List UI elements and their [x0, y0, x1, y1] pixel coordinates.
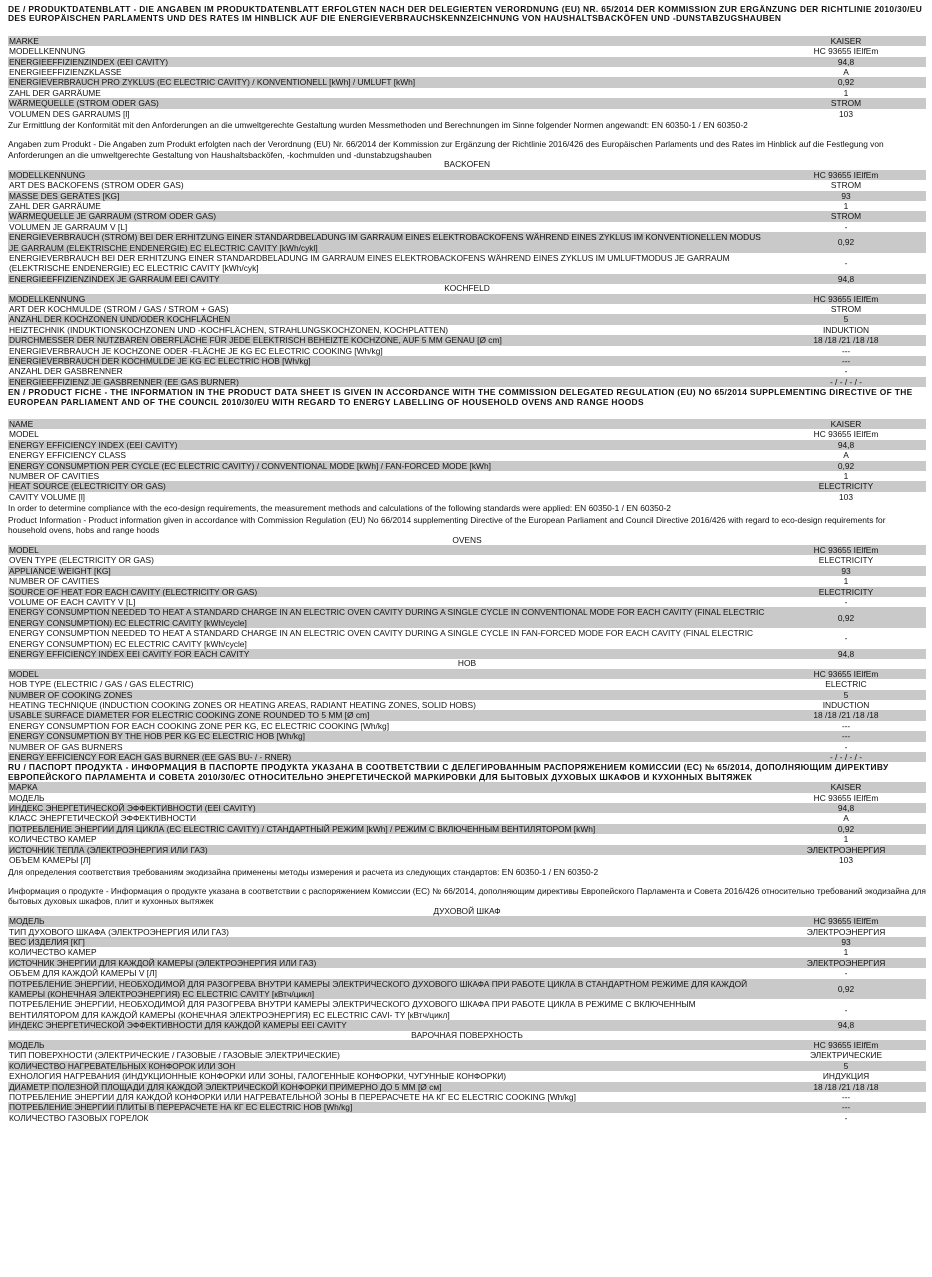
table-row	[8, 429, 926, 439]
row-value: ELECTRICITY	[818, 555, 874, 566]
table-row	[8, 752, 926, 762]
row-label: ENERGIEEFFIZIENZINDEX JE GARRAUM EEI CAVITY	[9, 273, 220, 284]
table-row	[8, 916, 926, 926]
table-row	[8, 253, 926, 274]
row-label: КОЛИЧЕСТВО КАМЕР	[9, 947, 97, 958]
table-row	[8, 937, 926, 947]
row-value: HC 93655 IElfEm	[813, 46, 879, 57]
table-row	[8, 1092, 926, 1102]
row-value: 1	[843, 576, 849, 587]
table-row	[8, 109, 926, 119]
table-row	[8, 545, 926, 555]
row-value: 0,92	[837, 77, 855, 88]
row-label: WÄRMEQUELLE JE GARRAUM (STROM ODER GAS)	[9, 211, 217, 222]
table-row	[8, 968, 926, 978]
table-row	[8, 597, 926, 607]
table-row	[8, 57, 926, 67]
title-de-oven: BACKOFEN	[443, 159, 491, 170]
row-label: MODELLKENNUNG	[9, 46, 86, 57]
row-value: KAISER	[830, 419, 862, 430]
note-de-product-info: Angaben zum Produkt - Die Angaben zum Produkt erfolgten nach der Verordnung (EU) Nr. 66/2014 der Kommission zur Ergänzung der Richtlinie 2016/426 des Europäischen Parlaments und des Rates im Hinblick auf die Festlegung von Anforderungen an die umweltgerechte Gestaltung von Haushaltsbacköfen, -kochmulden und -dunstabzugshauben	[8, 139, 884, 160]
table-row	[8, 46, 926, 56]
table-row	[8, 36, 926, 46]
row-label: ИНДЕКС ЭНЕРГЕТИЧЕСКОЙ ЭФФЕКТИВНОСТИ ДЛЯ КАЖДОЙ КАМЕРЫ EEI CAVITY	[9, 1020, 347, 1031]
row-label: ENERGIEVERBRAUCH (STROM) BEI DER ERHITZUNG EINER STANDARDBELADUNG IM GARRAUM EINES ELEKTROBACKOFENS WÄHREND EINES ZYKLUS IM KONVENTIONELLEN MODUS JE GARRAUM (ELEKTRISCHE ENDENERGIE) EC ELECTRIC CAVITY [kWh/cykl]	[9, 232, 761, 253]
table-row	[8, 947, 926, 957]
table-row	[8, 566, 926, 576]
row-label: ЕХНОЛОГИЯ НАГРЕВАНИЯ (ИНДУКЦИОННЫЕ КОНФОРКИ ИЛИ ЗОНЫ, ГАЛОГЕННЫЕ КОНФОРКИ, ЧУГУННЫЕ КОНФОРКИ)	[9, 1071, 507, 1082]
row-value: 93	[841, 190, 851, 201]
row-value: HC 93655 IElfEm	[813, 293, 879, 304]
row-value: STROM	[830, 180, 862, 191]
table-row	[8, 304, 926, 314]
table-row	[8, 481, 926, 491]
row-value: ELECTRICITY	[818, 586, 874, 597]
table-row	[8, 845, 926, 855]
row-label: MODELLKENNUNG	[9, 293, 86, 304]
row-value: STROM	[830, 98, 862, 109]
row-label: МОДЕЛЬ	[9, 792, 45, 803]
row-value: 93	[841, 936, 851, 947]
row-label: USABLE SURFACE DIAMETER FOR ELECTRIC COOKING ZONE ROUNDED TO 5 MM [Ø cm]	[9, 710, 370, 721]
row-label: ENERGIEVERBRAUCH BEI DER ERHITZUNG EINER STANDARDBELADUNG IM GARRAUM EINES ELEKTROBACKOFENS WÄHREND EINES ZYKLUS IM UMLUFTMODUS JE GARRAUM (ELEKTRISCHE ENDENERGIE) EC ELECTRIC CAVITY [kWh/cyk]	[9, 252, 730, 274]
table-row	[8, 211, 926, 221]
row-label: ENERGIEEFFIZIENZINDEX (EEI CAVITY)	[9, 56, 168, 67]
table-row	[8, 471, 926, 481]
table-row	[8, 587, 926, 597]
section-ru	[8, 763, 926, 1123]
row-label: ZAHL DER GARRÄUME	[9, 87, 101, 98]
row-label: HEATING TECHNIQUE (INDUCTION COOKING ZONES OR HEATING AREAS, RADIANT HEATING ZONES, SOLID HOBS)	[9, 700, 476, 710]
row-value: HC 93655 IElfEm	[813, 429, 879, 440]
table-row	[8, 1071, 926, 1081]
table-row	[8, 419, 926, 429]
table-row	[8, 576, 926, 586]
row-label: MODEL	[9, 668, 39, 679]
row-label: NUMBER OF COOKING ZONES	[9, 689, 133, 700]
note-ru-product-info: Информация о продукте - Информация о продукте указана в соответствии с распоряжением Комиссии (ЕС) № 66/2014, дополняющим директивы Европейского Парламента и Совета 2016/426 относительно требований экодизайна для бытовых духовых шкафов, плит и кухонных вытяжек	[8, 885, 926, 907]
row-value: 18 /18 /21 /18 /18	[813, 710, 879, 721]
row-value: 5	[843, 314, 849, 325]
heading-ru: RU / ПАСПОРТ ПРОДУКТА - ИНФОРМАЦИЯ В ПАСПОРТЕ ПРОДУКТА УКАЗАНА В СООТВЕТСТВИИ С ДЕЛЕГИРОВАННЫМ РАСПОРЯЖЕНИЕМ КОМИССИИ (ЕС) № 65/2014, ДОПОЛНЯЮЩИМ ДИРЕКТИВУ ЕВРОПЕЙСКОГО ПАРЛАМЕНТА И СОВЕТА 2010/30/ЕС ОТНОСИТЕЛЬНО ЭНЕРГЕТИЧЕСКОЙ МАРКИРОВКИ ДЛЯ БЫТОВЫХ ДУХОВЫХ ШКАФОВ И КУХОННЫХ ВЫТЯЖЕК	[8, 762, 889, 782]
row-label: VOLUMEN JE GARRAUM V [L]	[9, 221, 128, 232]
table-row	[8, 335, 926, 345]
row-label: VOLUME OF EACH CAVITY V [L]	[9, 596, 136, 607]
row-label: ПОТРЕБЛЕНИЕ ЭНЕРГИИ, НЕОБХОДИМОЙ ДЛЯ РАЗОГРЕВА ВНУТРИ КАМЕРЫ ЭЛЕКТРИЧЕСКОГО ДУХОВОГО ШКАФА ПРИ РАБОТЕ ЦИКЛА В СТАНДАРТНОМ РЕЖИМЕ ДЛЯ КАЖДОЙ КАМЕРЫ (КОНЕЧНАЯ ЭЛЕКТРОЭНЕРГИЯ) EC ELECTRIC CAVITY [кВтч/цикл]	[9, 978, 748, 999]
row-value: 1	[843, 471, 849, 482]
table-row	[8, 325, 926, 335]
row-value: ---	[841, 1092, 851, 1103]
row-value: 1	[843, 200, 849, 211]
row-label: КЛАСС ЭНЕРГЕТИЧЕСКОЙ ЭФФЕКТИВНОСТИ	[9, 813, 196, 824]
row-label: ENERGIEEFFIZIENZKLASSE	[9, 67, 122, 78]
row-value: 103	[839, 108, 853, 119]
row-value: -	[844, 633, 848, 644]
row-value: -	[844, 1004, 848, 1015]
row-label: ENERGY CONSUMPTION FOR EACH COOKING ZONE PER KG, EC ELECTRIC COOKING [Wh/kg]	[9, 720, 390, 731]
table-row	[8, 1113, 926, 1123]
row-value: 103	[839, 855, 853, 866]
row-value: ELECTRICITY	[818, 481, 874, 492]
table-row	[8, 700, 926, 710]
row-value: HC 93655 IElfEm	[813, 1040, 879, 1050]
table-row	[8, 492, 926, 502]
row-label: МОДЕЛЬ	[9, 1040, 45, 1050]
row-label: HEAT SOURCE (ELECTRICITY OR GAS)	[9, 481, 166, 492]
row-label: ZAHL DER GARRÄUME	[9, 200, 101, 211]
row-label: HOB TYPE (ELECTRIC / GAS / GAS ELECTRIC)	[9, 679, 194, 690]
row-label: ART DER KOCHMULDE (STROM / GAS / STROM + GAS)	[9, 303, 229, 314]
row-label: ПОТРЕБЛЕНИЕ ЭНЕРГИИ ДЛЯ КАЖДОЙ КОНФОРКИ ИЛИ НАГРЕВАТЕЛЬНОЙ ЗОНЫ В ПЕРЕРАСЧЕТЕ НА КГ EC ELECTRIC COOKING [Wh/kg]	[9, 1092, 576, 1103]
table-row	[8, 834, 926, 844]
row-value: -	[844, 366, 848, 377]
table-de-summary	[8, 36, 926, 119]
title-en-oven: OVENS	[452, 534, 482, 545]
row-value: - / - / - / -	[829, 376, 863, 387]
row-value: 5	[843, 1060, 849, 1071]
row-value: -	[844, 1112, 848, 1123]
row-value: -	[844, 258, 848, 269]
table-row	[8, 98, 926, 108]
row-label: ENERGIEVERBRAUCH JE KOCHZONE ODER -FLÄCHE JE KG EC ELECTRIC COOKING [Wh/kg]	[9, 345, 383, 356]
row-value: -	[844, 741, 848, 752]
section-de	[8, 5, 926, 387]
row-value: 94,8	[837, 273, 855, 284]
table-row	[8, 628, 926, 649]
table-row	[8, 440, 926, 450]
row-value: 0,92	[837, 983, 855, 994]
table-row	[8, 607, 926, 628]
title-ru-hob: ВАРОЧНАЯ ПОВЕРХНОСТЬ	[411, 1029, 523, 1040]
table-row	[8, 958, 926, 968]
row-value: ---	[841, 356, 851, 366]
table-row	[8, 450, 926, 460]
table-row	[8, 679, 926, 689]
table-row	[8, 1102, 926, 1112]
table-row	[8, 232, 926, 253]
row-label: NUMBER OF GAS BURNERS	[9, 741, 123, 752]
table-row	[8, 731, 926, 741]
table-ru-summary	[8, 782, 926, 865]
row-label: ПОТРЕБЛЕНИЕ ЭНЕРГИИ ПЛИТЫ В ПЕРЕРАСЧЕТЕ НА КГ EC ELECTRIC HOB [Wh/kg]	[9, 1102, 353, 1113]
heading-en: EN / PRODUCT FICHE - THE INFORMATION IN THE PRODUCT DATA SHEET IS GIVEN IN ACCORDANCE WITH THE COMMISSION DELEGATED REGULATION (EU) NO 65/2014 SUPPLEMENTING DIRECTIVE OF THE EUROPEAN PARLIAMENT AND OF THE COUNCIL 2010/30/EU WITH REGARD TO ENERGY LABELLING OF HOUSEHOLD OVENS AND RANGE HOODS	[8, 387, 913, 407]
row-value: HC 93655 IElfEm	[813, 544, 879, 555]
table-row	[8, 356, 926, 366]
row-value: 0,92	[837, 612, 855, 623]
row-label: ПОТРЕБЛЕНИЕ ЭНЕРГИИ ДЛЯ ЦИКЛА (EC ELECTRIC CAVITY) / СТАНДАРТНЫЙ РЕЖИМ [kWh] / РЕЖИМ С ВКЛЮЧЕННЫМ ВЕНТИЛЯТОРОМ [kWh]	[9, 823, 596, 834]
row-label: VOLUMEN DES GARRAUMS [l]	[9, 108, 130, 119]
row-label: ТИП ПОВЕРХНОСТИ (ЭЛЕКТРИЧЕСКИЕ / ГАЗОВЫЕ / ГАЗОВЫЕ ЭЛЕКТРИЧЕСКИЕ)	[9, 1050, 340, 1061]
row-label: ANZAHL DER GASBRENNER	[9, 366, 123, 377]
row-label: WÄRMEQUELLE (STROM ODER GAS)	[9, 98, 159, 109]
table-row	[8, 377, 926, 387]
row-value: ЭЛЕКТРИЧЕСКИЕ	[809, 1050, 883, 1061]
table-row	[8, 201, 926, 211]
row-value: ELECTRIC	[825, 679, 867, 690]
table-row	[8, 813, 926, 823]
table-en-hob	[8, 669, 926, 763]
section-en	[8, 388, 926, 762]
row-value: ---	[841, 1102, 851, 1113]
row-label: ENERGY EFFICIENCY FOR EACH GAS BURNER (EE GAS BU- / - RNER)	[9, 752, 292, 763]
row-label: ANZAHL DER KOCHZONEN UND/ODER KOCHFLÄCHEN	[9, 314, 231, 325]
row-label: SOURCE OF HEAT FOR EACH CAVITY (ELECTRICITY OR GAS)	[9, 586, 258, 597]
row-value: 1	[843, 947, 849, 958]
row-label: ENERGY EFFICIENCY CLASS	[9, 450, 126, 461]
table-row	[8, 191, 926, 201]
table-row	[8, 979, 926, 1000]
row-label: ОБЪЕМ ДЛЯ КАЖДОЙ КАМЕРЫ V [Л]	[9, 968, 157, 979]
row-label: ENERGY CONSUMPTION NEEDED TO HEAT A STANDARD CHARGE IN AN ELECTRIC OVEN CAVITY DURING A SINGLE CYCLE IN CONVENTIONAL MODE FOR EACH CAVITY (FINAL ELECTRIC ENERGY CONSUMPTION) EC ELECTRIC CAVITY [kWh/cycle]	[9, 607, 765, 628]
row-label: ENERGY CONSUMPTION PER CYCLE (EC ELECTRIC CAVITY) / CONVENTIONAL MODE [kWh] / FAN-FORCED MODE [kWh]	[9, 460, 491, 471]
row-value: ИНДУКЦИЯ	[822, 1071, 870, 1082]
row-value: STROM	[830, 303, 862, 314]
table-row	[8, 555, 926, 565]
row-label: КОЛИЧЕСТВО НАГРЕВАТЕЛЬНЫХ КОНФОРОК ИЛИ ЗОН	[9, 1060, 236, 1071]
row-value: A	[843, 67, 849, 78]
row-value: ЭЛЕКТРОЭНЕРГИЯ	[806, 926, 886, 937]
row-label: CAVITY VOLUME [l]	[9, 491, 86, 502]
table-row	[8, 366, 926, 376]
row-value: 94,8	[837, 648, 855, 659]
row-value: HC 93655 IElfEm	[813, 792, 879, 803]
row-value: 94,8	[837, 803, 855, 814]
row-label: ART DES BACKOFENS (STROM ODER GAS)	[9, 180, 184, 191]
row-label: NUMBER OF CAVITIES	[9, 576, 100, 587]
row-label: NAME	[9, 419, 34, 430]
heading-de: DE / PRODUKTDATENBLATT - DIE ANGABEN IM PRODUKTDATENBLATT ERFOLGTEN NACH DER DELEGIERTEN VERORDNUNG (EU) NR. 65/2014 DER KOMMISSION ZUR ERGÄNZUNG DER RICHTLINIE 2010/30/EU DES EUROPÄISCHEN PARLAMENTS UND DES RATES IM HINBLICK AUF DIE ENERGIEVERBRAUCHSKENNZEICHNUNG VON HAUSHALTSBACKÖFEN UND -DUNSTABZUGSHAUBEN	[8, 4, 923, 24]
table-row	[8, 314, 926, 324]
row-label: NUMBER OF CAVITIES	[9, 471, 100, 482]
table-row	[8, 77, 926, 87]
table-de-oven	[8, 170, 926, 284]
title-en-hob: HOB	[457, 658, 477, 669]
row-value: HC 93655 IElfEm	[813, 169, 879, 180]
note-en-standards: In order to determine compliance with the eco-design requirements, the measurement methods and calculations of the following standards were applied: EN 60350-1 / EN 60350-2	[8, 503, 671, 514]
row-label: МОДЕЛЬ	[9, 916, 45, 927]
row-value: 0,92	[837, 237, 855, 248]
row-value: A	[843, 450, 849, 461]
table-row	[8, 782, 926, 792]
table-row	[8, 855, 926, 865]
row-value: ---	[841, 731, 851, 742]
row-label: ПОТРЕБЛЕНИЕ ЭНЕРГИИ, НЕОБХОДИМОЙ ДЛЯ РАЗОГРЕВА ВНУТРИ КАМЕРЫ ЭЛЕКТРИЧЕСКОГО ДУХОВОГО ШКАФА ПРИ РАБОТЕ ЦИКЛА В РЕЖИМЕ С ВКЛЮЧЕННЫМ ВЕНТИЛЯТОРОМ ДЛЯ КАЖДОЙ КАМЕРЫ (КОНЕЧНАЯ ЭЛЕКТРОЭНЕРГИЯ) EC ELECTRIC CAVI- TY [кВтч/цикл]	[9, 999, 696, 1020]
row-value: INDUKTION	[822, 324, 870, 335]
row-value: A	[843, 813, 849, 824]
row-label: MARKE	[9, 35, 39, 46]
row-label: КОЛИЧЕСТВО КАМЕР	[9, 834, 97, 845]
row-label: ENERGY EFFICIENCY INDEX EEI CAVITY FOR EACH CAVITY	[9, 648, 250, 659]
row-value: 1	[843, 834, 849, 845]
table-row	[8, 346, 926, 356]
row-value: KAISER	[830, 35, 862, 46]
row-value: -	[844, 596, 848, 607]
row-label: ENERGIEVERBRAUCH DER KOCHMULDE JE KG EC ELECTRIC HOB [Wh/kg]	[9, 356, 311, 366]
table-row	[8, 927, 926, 937]
row-label: DURCHMESSER DER NUTZBAREN OBERFLÄCHE FÜR JEDE ELEKTRISCH BEHEIZTE KOCHZONE, AUF 5 MM GENAU [Ø cm]	[9, 335, 502, 346]
table-row	[8, 999, 926, 1020]
title-ru-oven: ДУХОВОЙ ШКАФ	[433, 905, 501, 916]
row-value: INDUCTION	[822, 700, 870, 710]
row-value: HC 93655 IElfEm	[813, 668, 879, 679]
row-value: 0,92	[837, 460, 855, 471]
table-row	[8, 170, 926, 180]
row-value: 18 /18 /21 /18 /18	[813, 1081, 879, 1092]
table-row	[8, 222, 926, 232]
row-value: 0,92	[837, 823, 855, 834]
table-row	[8, 824, 926, 834]
row-label: ОБЪЕМ КАМЕРЫ [Л]	[9, 855, 91, 866]
row-value: 5	[843, 689, 849, 700]
row-value: -	[844, 221, 848, 232]
row-value: HC 93655 IElfEm	[813, 916, 879, 927]
row-value: KAISER	[830, 782, 862, 793]
table-row	[8, 803, 926, 813]
row-label: ВЕС ИЗДЕЛИЯ [КГ]	[9, 936, 85, 947]
row-label: MODELLKENNUNG	[9, 169, 86, 180]
row-label: ENERGY EFFICIENCY INDEX (EEI CAVITY)	[9, 439, 178, 450]
row-value: 1	[843, 87, 849, 98]
table-row	[8, 1040, 926, 1050]
row-value: 93	[841, 565, 851, 576]
table-row	[8, 669, 926, 679]
table-row	[8, 710, 926, 720]
row-value: ЭЛЕКТРОЭНЕРГИЯ	[806, 957, 886, 968]
table-de-hob	[8, 294, 926, 388]
row-label: ИСТОЧНИК ТЕПЛА (ЭЛЕКТРОЭНЕРГИЯ ИЛИ ГАЗ)	[9, 844, 208, 855]
row-value: 94,8	[837, 1020, 855, 1031]
row-label: OVEN TYPE (ELECTRICITY OR GAS)	[9, 555, 154, 566]
table-row	[8, 1082, 926, 1092]
row-value: -	[844, 968, 848, 979]
row-label: ИСТОЧНИК ЭНЕРГИИ ДЛЯ КАЖДОЙ КАМЕРЫ (ЭЛЕКТРОЭНЕРГИЯ ИЛИ ГАЗ)	[9, 957, 317, 968]
table-row	[8, 461, 926, 471]
row-label: ENERGIEEFFIZIENZ JE GASBRENNER (EE GAS BURNER)	[9, 376, 239, 387]
table-ru-oven	[8, 916, 926, 1030]
row-label: ENERGY CONSUMPTION NEEDED TO HEAT A STANDARD CHARGE IN AN ELECTRIC OVEN CAVITY DURING A SINGLE CYCLE IN FAN-FORCED MODE FOR EACH CAVITY (FINAL ELECTRIC ENERGY CONSUMPTION) EC ELECTRIC CAVITY [kWh/cycle]	[9, 628, 754, 649]
row-label: ENERGY CONSUMPTION BY THE HOB PER KG EC ELECTRIC HOB [Wh/kg]	[9, 731, 305, 742]
row-value: STROM	[830, 211, 862, 222]
table-row	[8, 180, 926, 190]
row-value: - / - / - / -	[829, 752, 863, 763]
row-label: КОЛИЧЕСТВО ГАЗОВЫХ ГОРЕЛОК	[9, 1112, 149, 1123]
row-label: MASSE DES GERÄTES [KG]	[9, 190, 120, 201]
row-value: 94,8	[837, 56, 855, 67]
row-value: ---	[841, 345, 851, 356]
table-row	[8, 1061, 926, 1071]
row-label: APPLIANCE WEIGHT [KG]	[9, 565, 111, 576]
row-label: ENERGIEVERBRAUCH PRO ZYKLUS (EC ELECTRIC CAVITY) / KONVENTIONELL [kWh] / UMLUFT [kWh]	[9, 77, 416, 88]
note-de-standards: Zur Ermittlung der Konformität mit den Anforderungen an die umweltgerechte Gestaltung wurden Messmethoden und Berechnungen im Sinne folgender Normen angewandt: EN 60350-1 / EN 60350-2	[8, 120, 748, 131]
row-label: ТИП ДУХОВОГО ШКАФА (ЭЛЕКТРОЭНЕРГИЯ ИЛИ ГАЗ)	[9, 926, 229, 937]
table-row	[8, 88, 926, 98]
title-de-hob: KOCHFELD	[444, 283, 490, 294]
table-row	[8, 294, 926, 304]
row-value: ---	[841, 720, 851, 731]
row-value: 103	[839, 491, 853, 502]
note-en-product-info: Product Information - Product information given in accordance with Commission Regulation (EU) No 66/2014 supplementing Directive of the European Parliament and Council Directive 2016/426 with regard to eco-design requirements for household ovens, hobs and range hoods	[8, 514, 886, 536]
row-value: 18 /18 /21 /18 /18	[813, 335, 879, 346]
row-label: ДИАМЕТР ПОЛЕЗНОЙ ПЛОЩАДИ ДЛЯ КАЖДОЙ ЭЛЕКТРИЧЕСКОЙ КОНФОРКИ ПРИМЕРНО ДО 5 ММ [Ø см]	[9, 1081, 442, 1092]
table-ru-hob	[8, 1040, 926, 1123]
table-en-oven	[8, 545, 926, 659]
note-ru-standards: Для определения соответствия требованиям экодизайна применены методы измерения и расчета из следующих стандартов: EN 60350-1 / EN 60350-2	[8, 866, 599, 877]
table-row	[8, 67, 926, 77]
table-row	[8, 793, 926, 803]
table-row	[8, 1050, 926, 1060]
table-row	[8, 742, 926, 752]
row-value: ЭЛЕКТРОЭНЕРГИЯ	[806, 844, 886, 855]
table-en-summary	[8, 419, 926, 502]
row-label: МАРКА	[9, 782, 38, 793]
row-label: ИНДЕКС ЭНЕРГЕТИЧЕСКОЙ ЭФФЕКТИВНОСТИ (EEI CAVITY)	[9, 803, 256, 814]
table-row	[8, 721, 926, 731]
row-value: 94,8	[837, 439, 855, 450]
row-label: MODEL	[9, 429, 39, 440]
row-label: HEIZTECHNIK (INDUKTIONSKOCHZONEN UND -KOCHFLÄCHEN, STRAHLUNGSKOCHZONEN, KOCHPLATTEN)	[9, 324, 449, 335]
table-row	[8, 690, 926, 700]
row-label: MODEL	[9, 544, 39, 555]
